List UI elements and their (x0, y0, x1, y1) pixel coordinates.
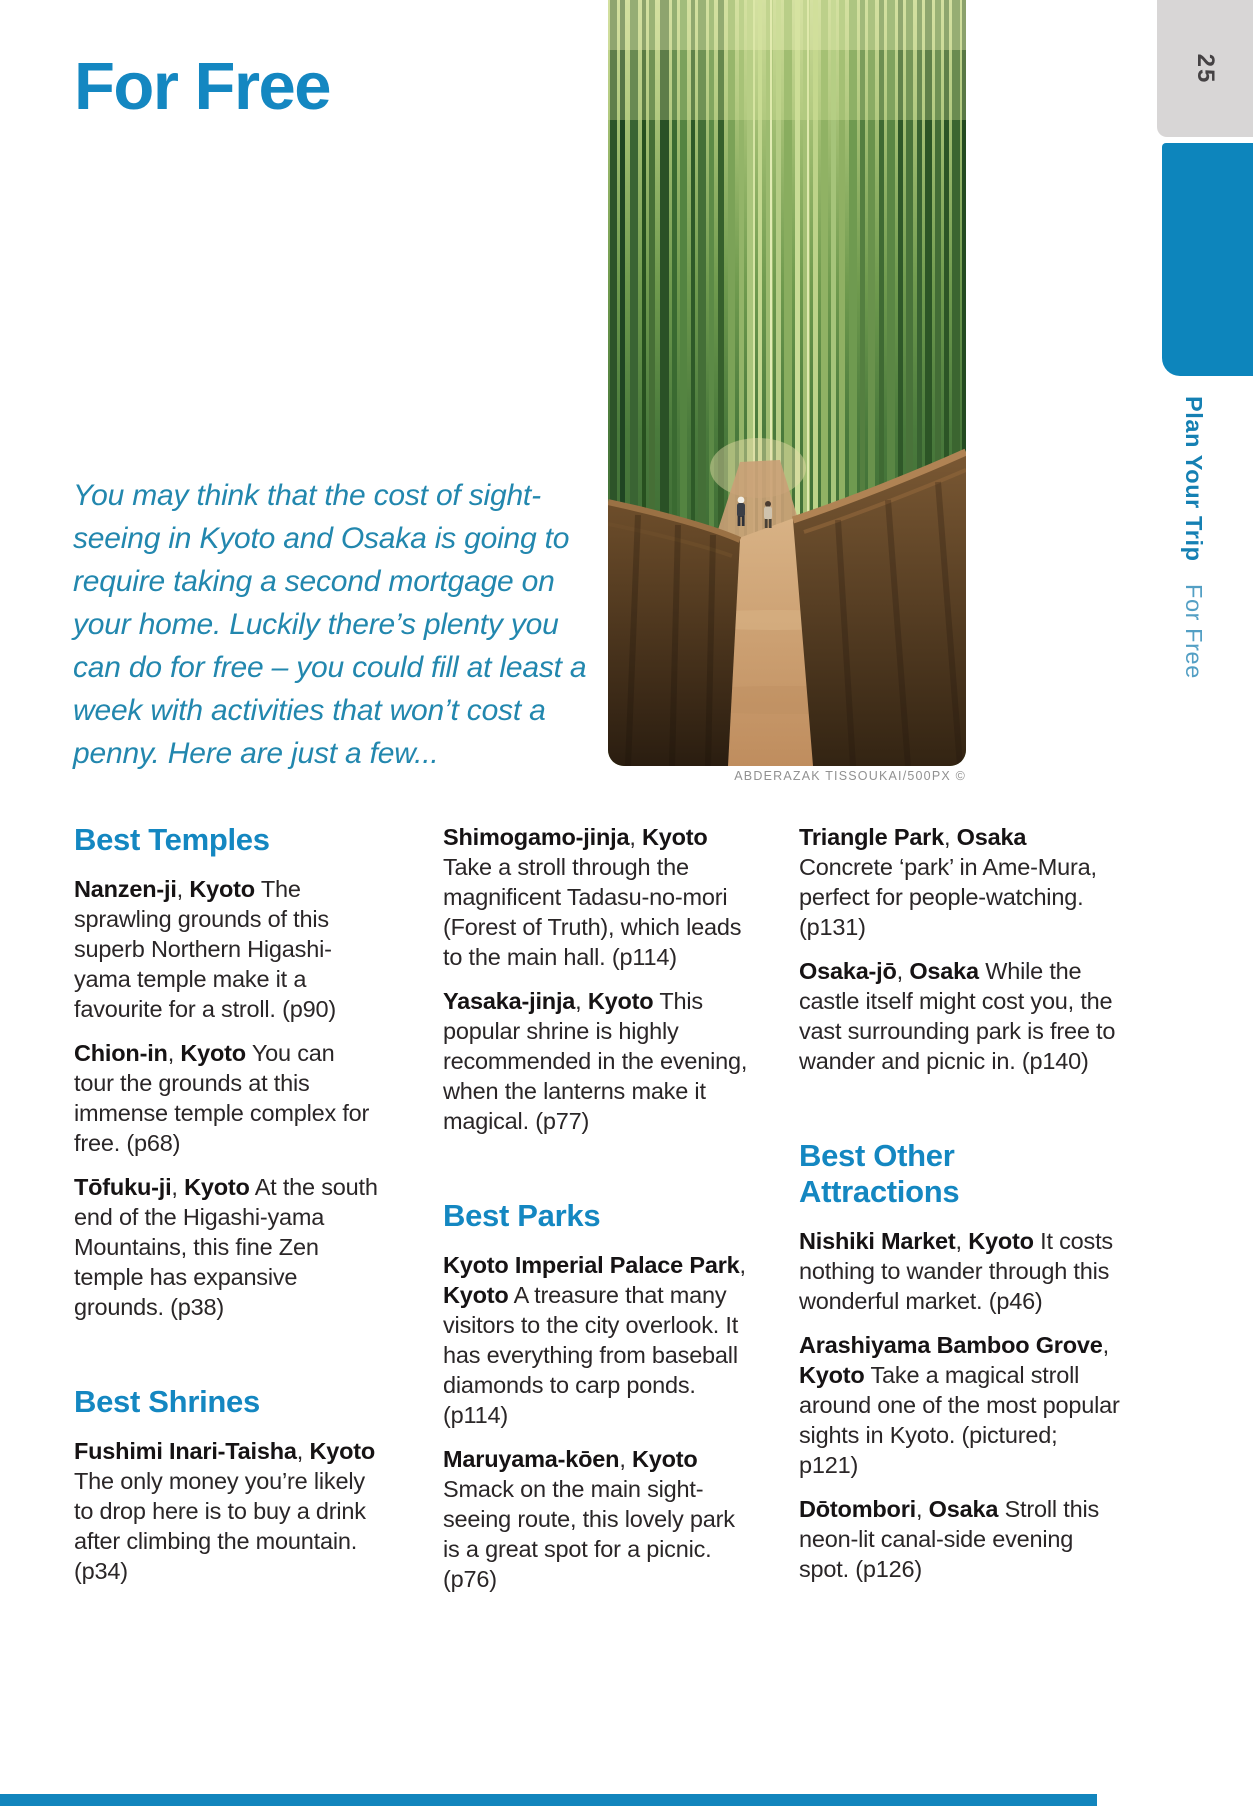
place-city: Kyoto (189, 876, 255, 902)
separator: , (296, 1438, 310, 1464)
place-description: Concrete ‘park’ in Ame-Mura, perfect for people-watching. (p131) (799, 854, 1097, 940)
place-name: Fushimi Inari-Taisha (74, 1438, 297, 1464)
list-item (799, 1226, 1121, 1316)
place-city: Osaka (909, 958, 979, 984)
place-description: Smack on the main sight-seeing route, this lovely park is a great spot for a picnic. (p76) (443, 1476, 735, 1592)
place-name: Nanzen-ji (74, 876, 177, 902)
separator: , (739, 1252, 746, 1278)
separator: , (167, 1040, 181, 1066)
place-city: Kyoto (632, 1446, 698, 1472)
sidebar-subsection-label: For Free (1181, 584, 1207, 679)
place-city: Kyoto (309, 1438, 376, 1464)
separator: , (171, 1174, 185, 1200)
list-item (443, 1250, 755, 1430)
column-2 (443, 822, 755, 1608)
list-item (799, 1494, 1121, 1584)
separator: , (1102, 1332, 1109, 1358)
place-city: Osaka (956, 824, 1027, 850)
place-name: Shimogamo-jinja (443, 824, 630, 850)
place-name: Triangle Park (799, 824, 944, 850)
place-name: Nishiki Market (799, 1228, 956, 1254)
place-description: A treasure that many visitors to the city overlook. It has everything from baseball diamonds to carp ponds. (p114) (443, 1282, 739, 1428)
page-number-tab (1157, 0, 1253, 137)
section-heading-best-parks: Best Parks (443, 1198, 601, 1233)
section-heading-best-temples: Best Temples (74, 822, 270, 857)
place-city: Kyoto (642, 824, 708, 850)
place-description: While the castle itself might cost you, the vast surrounding park is free to wander and picnic in. (p140) (799, 958, 1116, 1074)
place-city: Kyoto (184, 1174, 250, 1200)
list-item (799, 822, 1121, 942)
list-item (443, 822, 755, 972)
separator: , (955, 1228, 969, 1254)
section-heading-best-shrines: Best Shrines (74, 1384, 260, 1419)
place-city: Kyoto (443, 1282, 509, 1308)
list-item (74, 1436, 378, 1586)
place-description: Take a stroll through the magnificent Tadasu-no-mori (Forest of Truth), which leads to the main hall. (p114) (443, 854, 742, 970)
place-name: Tōfuku-ji (74, 1174, 172, 1200)
page-title: For Free (74, 49, 331, 124)
place-description: At the south end of the Higashi-yama Mountains, this fine Zen temple has expansive grounds. (p38) (74, 1174, 378, 1320)
list-item (443, 986, 755, 1136)
section-heading-best-other-attractions: Best Other Attractions (799, 1138, 960, 1209)
list-item (799, 956, 1121, 1076)
separator: , (619, 1446, 632, 1472)
place-name: Yasaka-jinja (443, 988, 576, 1014)
list-item (74, 1038, 378, 1158)
place-name: Dōtombori (799, 1496, 916, 1522)
place-name: Chion-in (74, 1040, 168, 1066)
intro-paragraph: You may think that the cost of sight-seeing in Kyoto and Osaka is going to require taking a second mortgage on your home. Luckily there’s plenty you can do for free – you could fill at least a week with activities that won’t cost a penny. Here are just a few... (73, 479, 587, 770)
list-item (443, 1444, 755, 1594)
separator: , (916, 1496, 929, 1522)
separator: , (944, 824, 957, 850)
column-3 (799, 822, 1121, 1598)
place-description: The only money you’re likely to drop here is to buy a drink after climbing the mountain. (p34) (74, 1468, 366, 1584)
place-description: You can tour the grounds at this immense temple complex for free. (p68) (74, 1040, 370, 1156)
place-name: Osaka-jō (799, 958, 897, 984)
place-description: It costs nothing to wander through this wonderful market. (p46) (799, 1228, 1113, 1314)
place-city: Kyoto (180, 1040, 246, 1066)
place-city: Kyoto (799, 1362, 865, 1388)
place-name: Maruyama-kōen (443, 1446, 620, 1472)
separator: , (575, 988, 588, 1014)
list-item (74, 1172, 378, 1322)
bamboo-grove-photo (608, 0, 966, 766)
section-color-tab (1162, 143, 1253, 376)
separator: , (176, 876, 190, 902)
list-item (799, 1330, 1121, 1480)
separator: , (896, 958, 910, 984)
place-description: This popular shrine is highly recommended in the evening, when the lanterns make it magical. (p77) (443, 988, 748, 1134)
place-city: Kyoto (968, 1228, 1034, 1254)
page-number: 25 (1192, 53, 1219, 84)
place-name: Kyoto Imperial Palace Park (443, 1252, 740, 1278)
place-city: Osaka (928, 1496, 999, 1522)
list-item (74, 874, 378, 1024)
place-description: Take a magical stroll around one of the most popular sights in Kyoto. (pictured; p121) (799, 1362, 1120, 1478)
separator: , (629, 824, 642, 850)
sidebar-label (1180, 396, 1207, 679)
place-description: The sprawling grounds of this superb Northern Higashi-yama temple make it a favourite for a stroll. (p90) (74, 876, 336, 1022)
bottom-accent-bar (0, 1794, 1097, 1806)
place-city: Kyoto (587, 988, 654, 1014)
photo-credit: ABDERAZAK TISSOUKAI/500PX © (734, 769, 966, 783)
place-name: Arashiyama Bamboo Grove (799, 1332, 1103, 1358)
column-1 (74, 822, 378, 1600)
sidebar-section-label: Plan Your Trip (1181, 396, 1207, 562)
photo-image (608, 0, 966, 766)
place-description: Stroll this neon-lit canal-side evening spot. (p126) (799, 1496, 1100, 1582)
